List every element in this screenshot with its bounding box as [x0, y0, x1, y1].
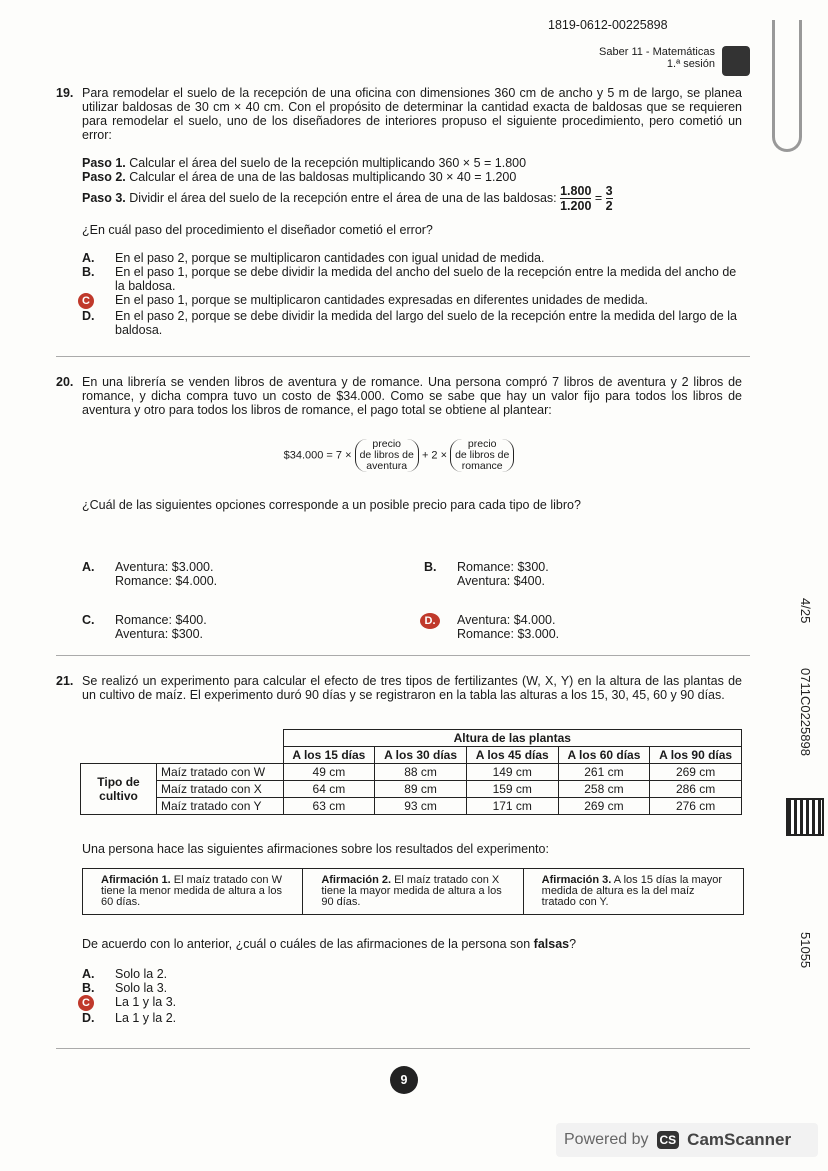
option-a[interactable]	[82, 967, 742, 981]
option-letter: A.	[82, 251, 95, 265]
claim-1	[83, 869, 303, 914]
option-c[interactable]	[82, 995, 742, 1011]
cell: 88 cm	[375, 764, 467, 781]
cell: 49 cm	[283, 764, 375, 781]
cell: 93 cm	[375, 798, 467, 815]
document-code: 1819-0612-00225898	[548, 18, 668, 32]
option-line: Aventura: $4.000.	[457, 613, 556, 627]
option-letter: A.	[82, 560, 95, 574]
claims-box	[82, 868, 744, 915]
divider	[56, 655, 750, 656]
step-label: Paso 2.	[82, 170, 126, 184]
column-header: A los 45 días	[466, 747, 558, 764]
step-label: Paso 3.	[82, 190, 126, 205]
option-letter: D.	[82, 309, 95, 323]
steps	[82, 156, 742, 213]
powered-by: Powered by	[564, 1131, 649, 1148]
column-header: A los 60 días	[558, 747, 650, 764]
option-letter: B.	[82, 981, 95, 995]
option-text: En el paso 2, porque se multiplicaron cantidades con igual unidad de medida.	[115, 251, 545, 265]
equation	[56, 439, 742, 472]
option-text: Solo la 2.	[115, 967, 168, 981]
option-line: Aventura: $300.	[115, 627, 204, 641]
claims-intro: Una persona hace las siguientes afirmaciones sobre los resultados del experimento:	[82, 842, 549, 856]
option-letter: B.	[82, 265, 95, 279]
row-label: Maíz tratado con X	[157, 781, 284, 798]
option-text: En el paso 1, porque se multiplicaron cantidades expresadas en diferentes unidades de medida.	[115, 293, 648, 307]
option-line: Romance: $3.000.	[457, 627, 560, 641]
claim-text: A los 15 días la mayor medida de altura es la del maíz tratado con Y.	[541, 874, 723, 908]
line: aventura	[366, 460, 408, 472]
claim-label: Afirmación 1.	[101, 874, 171, 886]
claim-text: El maíz tratado con W tiene la menor medida de altura a los 60 días.	[101, 874, 282, 908]
step-label: Paso 1.	[82, 156, 126, 170]
question-prompt: ¿Cuál de las siguientes opciones corresponde a un posible precio para cada tipo de libro?	[82, 498, 581, 512]
step-text: Calcular el área de una de las baldosas multiplicando 30 × 40 = 1.200	[129, 170, 517, 184]
claim-label: Afirmación 3.	[541, 874, 612, 886]
brand-name: CamScanner	[687, 1130, 792, 1149]
option-b[interactable]	[82, 981, 742, 995]
session: 1.ª sesión	[666, 58, 715, 70]
line: de libros de	[359, 449, 414, 461]
camscanner-watermark	[556, 1123, 818, 1157]
camscanner-icon: CS	[657, 1131, 680, 1149]
question-number: 19.	[56, 86, 74, 100]
page-number: 9	[390, 1066, 418, 1094]
row-label: Maíz tratado con Y	[157, 798, 284, 815]
step-text: Dividir el área del suelo de la recepción entre el área de una de las baldosas:	[129, 190, 557, 205]
qr-code-icon	[788, 800, 822, 834]
cell: 159 cm	[466, 781, 558, 798]
numerator: 3	[605, 184, 613, 198]
equation-mid: + 2 ×	[421, 449, 448, 462]
fraction	[560, 184, 591, 213]
option-text: La 1 y la 2.	[115, 1011, 177, 1025]
cell: 276 cm	[650, 798, 742, 815]
option-b[interactable]	[82, 265, 742, 293]
option-text: En el paso 2, porque se debe dividir la medida del largo del suelo de la recepción entre la medida del largo de la baldosa.	[115, 309, 737, 337]
divider	[56, 1048, 750, 1049]
equals: =	[594, 190, 603, 205]
step-1	[82, 156, 742, 170]
option-d[interactable]	[424, 613, 559, 641]
selected-answer-mark: D.	[420, 613, 440, 629]
divider	[56, 356, 750, 357]
question-text: Se realizó un experimento para calcular el efecto de tres tipos de fertilizantes (W, X, Y) en la altura de las plantas de un cultivo de maíz. El experimento duró 90 días y se registraron en la tabla las alturas a los 15, 30, 45, 60 y 90 días.	[82, 674, 742, 702]
line: precio	[372, 438, 402, 450]
line: de libros de	[455, 449, 510, 461]
paren-romance	[450, 439, 514, 472]
cell: 64 cm	[283, 781, 375, 798]
question-number: 21.	[56, 674, 74, 688]
question-19	[56, 86, 742, 337]
side-page-count: 4/25	[798, 598, 813, 624]
question-21-cont	[56, 842, 742, 1025]
cell: 171 cm	[466, 798, 558, 815]
claim-3	[524, 869, 743, 914]
option-a[interactable]	[82, 560, 217, 588]
question-number: 20.	[56, 375, 74, 389]
option-c[interactable]	[82, 293, 742, 309]
claim-text: El maíz tratado con X tiene la mayor medida de altura a los 90 días.	[321, 874, 502, 908]
table-row	[81, 798, 742, 815]
selected-answer-mark: C	[78, 995, 94, 1011]
question-prompt	[82, 937, 742, 951]
denominator: 2	[605, 199, 613, 213]
paren-aventura	[355, 439, 419, 472]
table-row	[81, 764, 742, 781]
line: romance	[461, 460, 503, 472]
option-d[interactable]	[82, 309, 742, 337]
option-letter: D.	[82, 1011, 95, 1025]
step-text: Calcular el área del suelo de la recepción multiplicando 360 × 5 = 1.800	[129, 156, 527, 170]
claim-label: Afirmación 2.	[321, 874, 392, 886]
question-text: Para remodelar el suelo de la recepción de una oficina con dimensiones 360 cm de ancho y 5 m de largo, se planea utilizar baldosas de 30 cm × 40 cm. Con el propósito de determinar la cantidad exacta de baldosas que se requieren para remodelar el suelo, uno de los diseñadores de interiores propuso el siguiente procedimiento, pero cometió un error:	[82, 86, 742, 142]
prompt-end: ?	[569, 937, 577, 951]
question-text: En una librería se venden libros de aventura y de romance. Una persona compró 7 libros de aventura y 2 libros de romance, y dicha compra tuvo un costo de $34.000. Como se sabe que hay un valor fijo para todos los libros de aventura y otro para todos los libros de romance, el pago total se obtiene al plantear:	[82, 375, 742, 417]
cell: 286 cm	[650, 781, 742, 798]
option-b[interactable]	[424, 560, 549, 588]
claim-2	[303, 869, 523, 914]
question-prompt: ¿En cuál paso del procedimiento el diseñador cometió el error?	[82, 223, 433, 237]
option-text: En el paso 1, porque se debe dividir la medida del ancho del suelo de la recepción entre la medida del ancho de la baldosa.	[115, 265, 737, 293]
cell: 149 cm	[466, 764, 558, 781]
cell: 63 cm	[283, 798, 375, 815]
option-line: Romance: $300.	[457, 560, 549, 574]
logo-icon	[722, 46, 750, 76]
question-21	[56, 674, 742, 702]
cell: 89 cm	[375, 781, 467, 798]
column-header: A los 90 días	[650, 747, 742, 764]
side-number: 51055	[798, 932, 813, 969]
option-text: Solo la 3.	[115, 981, 168, 995]
prompt-bold: falsas	[533, 937, 570, 951]
step-3	[82, 184, 742, 213]
selected-answer-mark: C	[78, 293, 94, 309]
subject: Saber 11 - Matemáticas	[599, 46, 715, 58]
option-line: Romance: $4.000.	[115, 574, 218, 588]
equation-left: $34.000 = 7 ×	[283, 449, 352, 462]
table-row	[81, 781, 742, 798]
cell: 269 cm	[558, 798, 650, 815]
row-header: Tipo de cultivo	[81, 764, 157, 815]
prompt-text: De acuerdo con lo anterior, ¿cuál o cuáles de las afirmaciones de la persona son	[82, 937, 531, 951]
option-letter: C.	[82, 613, 95, 627]
step-2	[82, 170, 742, 184]
cell: 269 cm	[650, 764, 742, 781]
row-label: Maíz tratado con W	[157, 764, 284, 781]
option-line: Aventura: $3.000.	[115, 560, 214, 574]
question-20	[56, 375, 742, 512]
numerator: 1.800	[560, 184, 592, 198]
column-header: A los 15 días	[283, 747, 375, 764]
option-text: La 1 y la 3.	[115, 995, 177, 1009]
cell: 258 cm	[558, 781, 650, 798]
option-line: Aventura: $400.	[457, 574, 546, 588]
option-letter: B.	[424, 560, 437, 574]
exam-header	[570, 46, 715, 70]
option-line: Romance: $400.	[115, 613, 207, 627]
denominator: 1.200	[560, 199, 592, 213]
column-header: A los 30 días	[375, 747, 467, 764]
option-d[interactable]	[82, 1011, 742, 1025]
paperclip-icon	[772, 20, 802, 152]
group-header: Altura de las plantas	[283, 730, 741, 747]
option-letter: A.	[82, 967, 95, 981]
line: precio	[467, 438, 497, 450]
option-a[interactable]	[82, 251, 742, 265]
result-fraction	[606, 184, 613, 213]
heights-table	[80, 729, 742, 815]
option-c[interactable]	[82, 613, 207, 641]
cell: 261 cm	[558, 764, 650, 781]
side-code: 0711C0225898	[798, 668, 813, 756]
